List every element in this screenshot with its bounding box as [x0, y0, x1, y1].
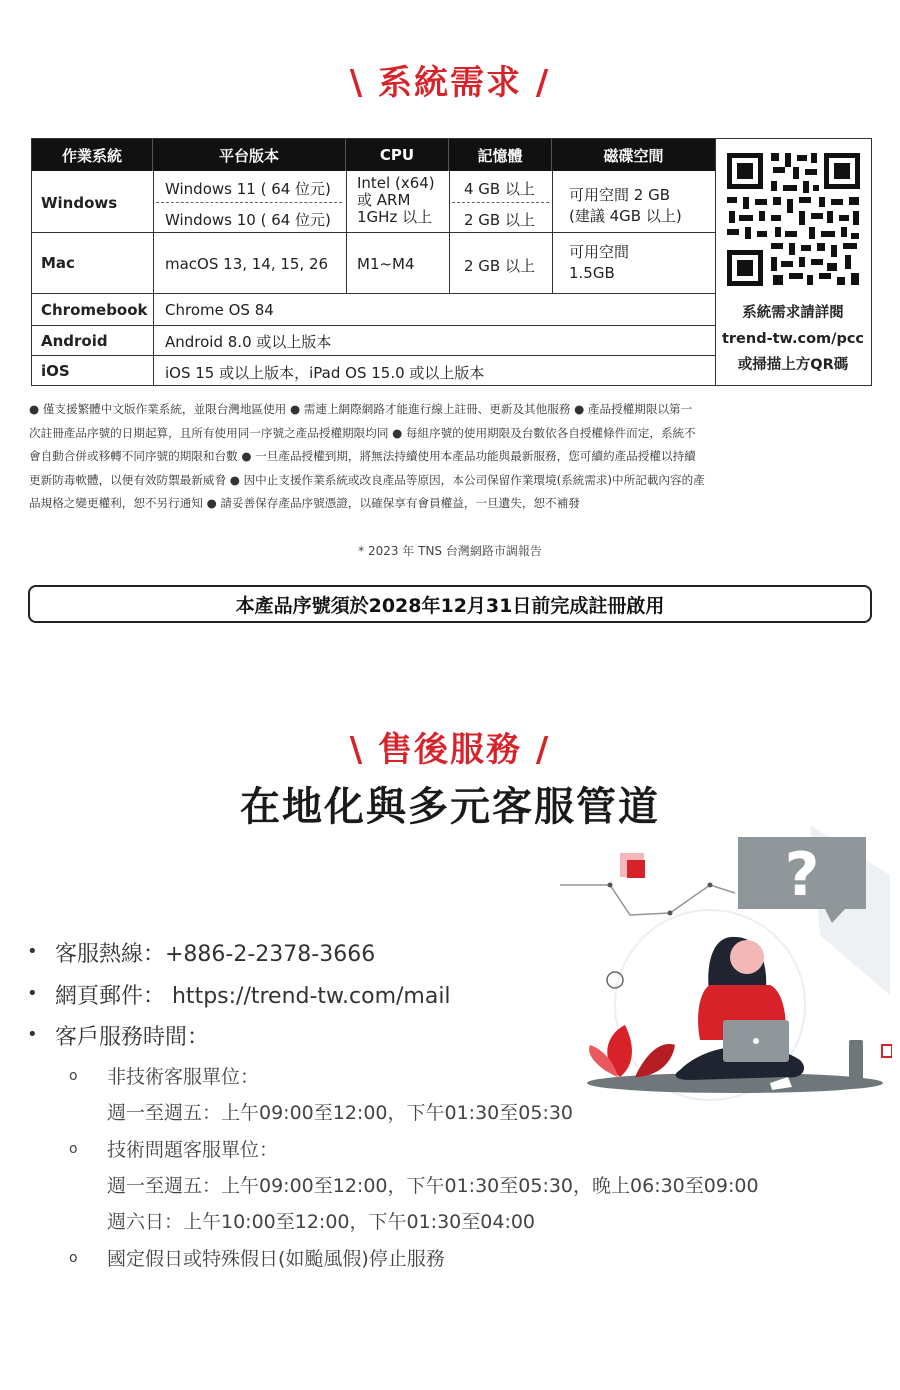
header-os: 作業系統 — [32, 139, 153, 171]
mac-version: macOS 13, 14, 15, 26 — [165, 255, 329, 273]
note-line: ● 僅支援繁體中文版作業系統，並限台灣地區使用 ● 需連上網際網路才能進行線上註冊、更新及其他服務 ● 產品授權期限以第一 — [29, 402, 693, 416]
title-slash-right: / — [522, 63, 551, 103]
header-platform: 平台版本 — [153, 139, 346, 171]
mac-cpu: M1~M4 — [357, 255, 415, 273]
bullet-dot: • — [27, 1024, 38, 1045]
bullet-dot: • — [27, 941, 38, 962]
tech-hours-weekend: 週六日：上午10:00至12:00，下午01:30至04:00 — [107, 1211, 536, 1233]
note-line: 更新防毒軟體，以便有效防禦最新威脅 ● 因中止支援作業系統或改良產品等原因，本公司保留作業環境(系統需求)中所記載內容的產 — [29, 472, 705, 487]
small-circle-icon — [607, 972, 623, 988]
bullet-dot: • — [27, 983, 38, 1004]
circle-bullet: o — [69, 1250, 78, 1266]
system-requirements-table — [31, 138, 872, 386]
circle-bullet: o — [69, 1141, 78, 1157]
tech-label: 技術問題客服單位： — [107, 1139, 279, 1161]
os-windows: Windows — [41, 194, 118, 212]
header-memory: 記憶體 — [449, 139, 552, 171]
tech-hours-weekday: 週一至週五：上午09:00至12:00，下午01:30至05:30，晚上06:30至09:00 — [107, 1175, 759, 1197]
customer-service-illustration — [560, 815, 892, 1105]
registration-notice: 本產品序號須於2028年12月31日前完成註冊啟用 — [28, 585, 872, 623]
after-sales-title: \ 售後服務 / — [349, 730, 551, 770]
non-tech-label: 非技術客服單位： — [107, 1066, 260, 1088]
system-requirements-title: \ 系統需求 / — [349, 63, 551, 103]
windows-memory-10: 2 GB 以上 — [464, 211, 535, 229]
ios-version: iOS 15 或以上版本，iPad OS 15.0 或以上版本 — [165, 364, 485, 382]
os-ios: iOS — [41, 362, 70, 380]
after-sales-subtitle: 在地化與多元客服管道 — [240, 784, 660, 830]
terms-notes — [29, 398, 874, 516]
mac-memory: 2 GB 以上 — [464, 257, 535, 275]
windows-version-10: Windows 10 ( 64 位元) — [165, 211, 331, 229]
windows-cpu: Intel (x64) 或 ARM 1GHz 以上 — [357, 174, 435, 226]
red-square-icon — [627, 860, 645, 878]
tns-footnote: * 2023 年 TNS 台灣網路市調報告 — [358, 544, 542, 558]
holiday-note: 國定假日或特殊假日(如颱風假)停止服務 — [107, 1248, 445, 1270]
cup-icon — [849, 1040, 863, 1080]
os-android: Android — [41, 332, 108, 350]
header-cpu: CPU — [346, 139, 449, 171]
chromebook-version: Chrome OS 84 — [165, 301, 274, 319]
web-mail: 網頁郵件： https://trend-tw.com/mail — [55, 984, 451, 1009]
android-version: Android 8.0 或以上版本 — [165, 333, 332, 351]
mac-disk: 可用空間 1.5GB — [569, 243, 630, 282]
qr-caption: 系統需求請詳閱 trend-tw.com/pcc 或掃描上方QR碼 — [721, 305, 865, 373]
os-mac: Mac — [41, 254, 75, 272]
windows-version-11: Windows 11 ( 64 位元) — [165, 180, 331, 198]
note-line: 次註冊產品序號的日期起算，且所有使用同一序號之產品授權期限均同 ● 每組序號的使用期限及台數依各自授權條件而定，系統不 — [29, 425, 696, 440]
question-mark-icon: ? — [784, 840, 820, 910]
hotline: 客服熱線：+886-2-2378-3666 — [55, 942, 376, 967]
circle-bullet: o — [69, 1068, 78, 1084]
header-disk: 磁碟空間 — [552, 139, 715, 171]
note-line: 會自動合併或移轉不同序號的期限和台數 ● 一旦產品授權到期，將無法持續使用本產品功能與最新服務，您可續約產品授權以持續 — [29, 449, 696, 463]
os-chromebook: Chromebook — [41, 301, 148, 319]
note-line: 品規格之變更權利，恕不另行通知 ● 請妥善保存產品序號憑證，以確保享有會員權益，一旦遺失，恕不補發 — [29, 496, 580, 510]
non-tech-hours: 週一至週五：上午09:00至12:00，下午01:30至05:30 — [107, 1102, 574, 1124]
service-hours-label: 客戶服務時間： — [55, 1025, 210, 1050]
title-slash-left: \ — [349, 63, 378, 103]
title-slash-right: / — [522, 730, 551, 770]
windows-memory-11: 4 GB 以上 — [464, 180, 535, 198]
windows-disk: 可用空間 2 GB (建議 4GB 以上) — [569, 186, 682, 225]
qr-code-icon — [723, 149, 864, 290]
title-slash-left: \ — [349, 730, 378, 770]
